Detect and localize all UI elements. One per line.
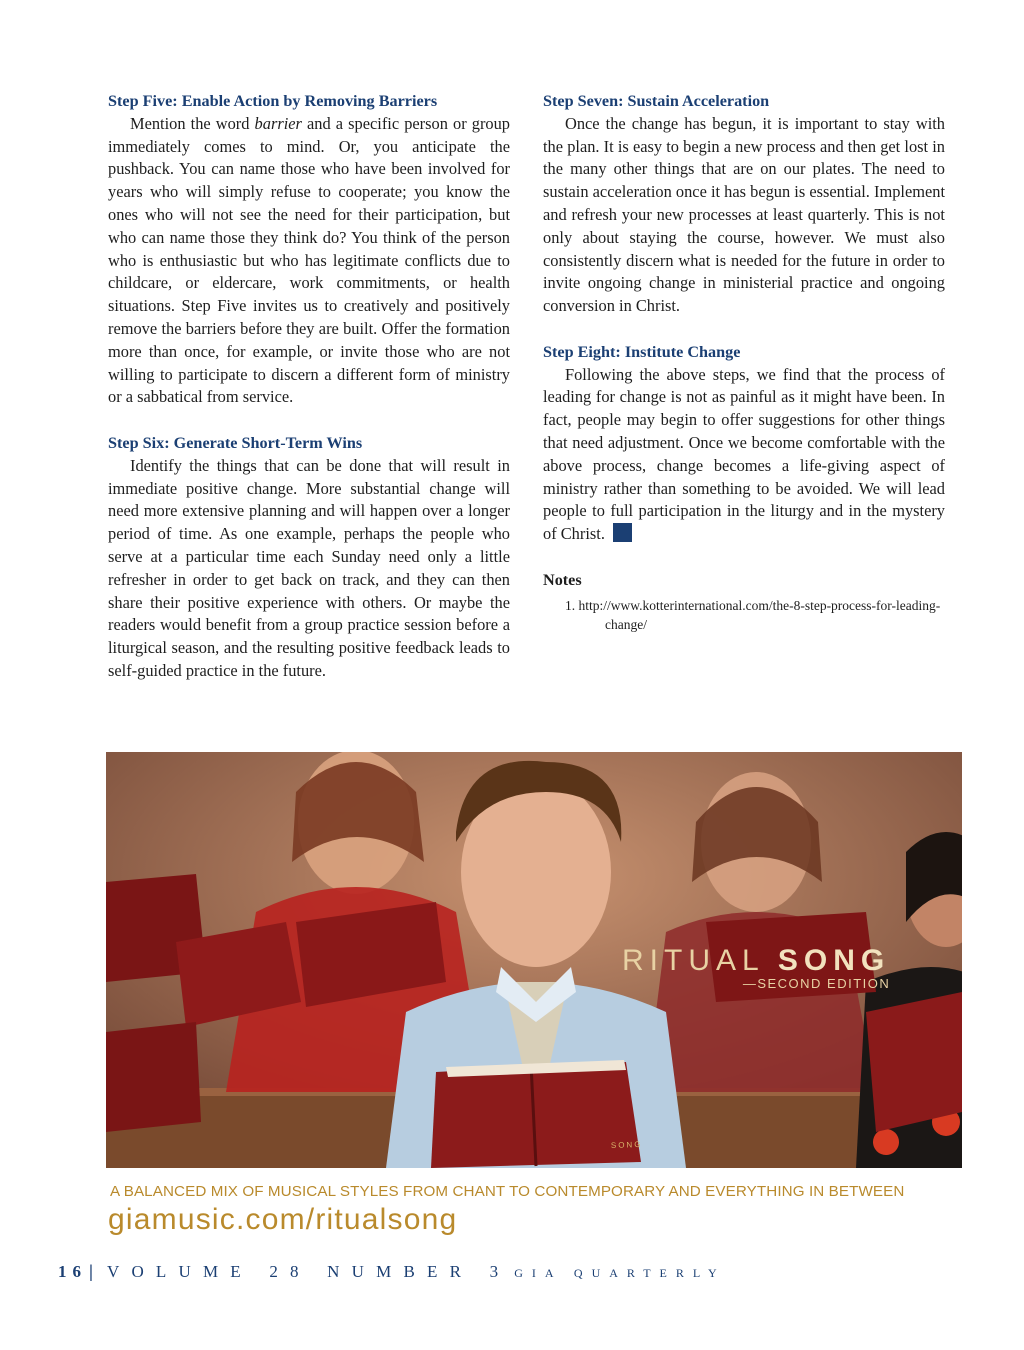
step-seven-heading: Step Seven: Sustain Acceleration	[543, 92, 770, 110]
ad-tagline: A BALANCED MIX OF MUSICAL STYLES FROM CHANT TO CONTEMPORARY AND EVERYTHING IN BETWEEN	[110, 1183, 905, 1200]
page-number: 16	[58, 1262, 87, 1281]
notes-section	[543, 569, 945, 634]
volume-label: VOLUME 28 NUMBER 3	[106, 1262, 511, 1281]
step-eight-heading: Step Eight: Institute Change	[543, 342, 741, 361]
brand-bold: SONG	[777, 944, 891, 977]
ritual-song-logo	[622, 944, 890, 991]
brand-edition: —SECOND EDITION	[742, 976, 891, 991]
step-eight-text: Following the above steps, we find that the process of leading for change is not as painful as it might have been. In fact, people may begin to offer suggestions for other things that need adjustment. Once we become comfortable with the above process, change becomes a life-giving aspect of ministry rather than something to be avoided. We will lead people to full participation in the liturgy and in the mystery of Christ.	[543, 364, 945, 544]
magazine-name: GIA QUARTERLY	[514, 1266, 726, 1280]
book-spine-text: SONG	[610, 1139, 643, 1150]
step-five-text-b: and a specific person or group immediately comes to mind. Or, you anticipate the pushback. You can name those who have been involved for years who will simply refuse to cooperate; you know the ones who will not see the need for their participation, but who can name those they think do? You think of the person who is enthusiastic but who has legitimate conflicts due to childcare, or eldercare, work commitments, or health situations. Step Five invites us to creatively and positively remove the barriers before they are built. Offer the formation more than once, for example, or invite those who are not willing to participate to discern a different form of ministry or a sabbatical from service.	[108, 113, 510, 407]
step-six-heading: Step Six: Generate Short-Term Wins	[108, 433, 363, 452]
step-five-heading: Step Five: Enable Action by Removing Barriers	[108, 92, 438, 110]
step-five-emphasis: barrier	[254, 113, 302, 133]
right-column	[543, 90, 945, 634]
advertisement-photo	[106, 752, 962, 1168]
ad-url[interactable]: giamusic.com/ritualsong	[108, 1203, 458, 1236]
end-of-article-mark	[613, 523, 632, 542]
notes-heading: Notes	[543, 570, 582, 589]
step-five-text-a: Mention the word	[130, 113, 255, 133]
left-column	[108, 90, 510, 683]
note-item: 1. http://www.kotterinternational.com/the-8-step-process-for-leading-change/	[565, 597, 941, 632]
step-six-paragraph: Identify the things that can be done that will result in immediate positive change. More substantial change will need more extensive planning and will happen over a longer period of time. As one example, perhaps the people who serve at a particular time each Sunday need only a little refresher in order to get back on track, and they can then share their positive experience with others. Or maybe the readers would benefit from a group practice session before a liturgical season, and the resulting positive feedback leads to self-guided practice in the future.	[108, 455, 510, 680]
step-five-paragraph	[108, 113, 510, 409]
brand-light: RITUAL	[622, 944, 764, 977]
step-eight-paragraph	[543, 364, 945, 546]
step-seven-paragraph: Once the change has begun, it is important to stay with the plan. It is easy to begin a new process and then get lost in the many other things that are on our plates. The need to sustain acceleration once it has begun is essential. Implement and refresh your new processes at least quarterly. This is not only about staying the course, however. We must also consistently discern what is needed for the future in order to invite ongoing change in ministerial practice and ongoing conversion in Christ.	[543, 113, 945, 316]
footer-separator: |	[89, 1261, 93, 1281]
page-footer	[58, 1261, 726, 1282]
